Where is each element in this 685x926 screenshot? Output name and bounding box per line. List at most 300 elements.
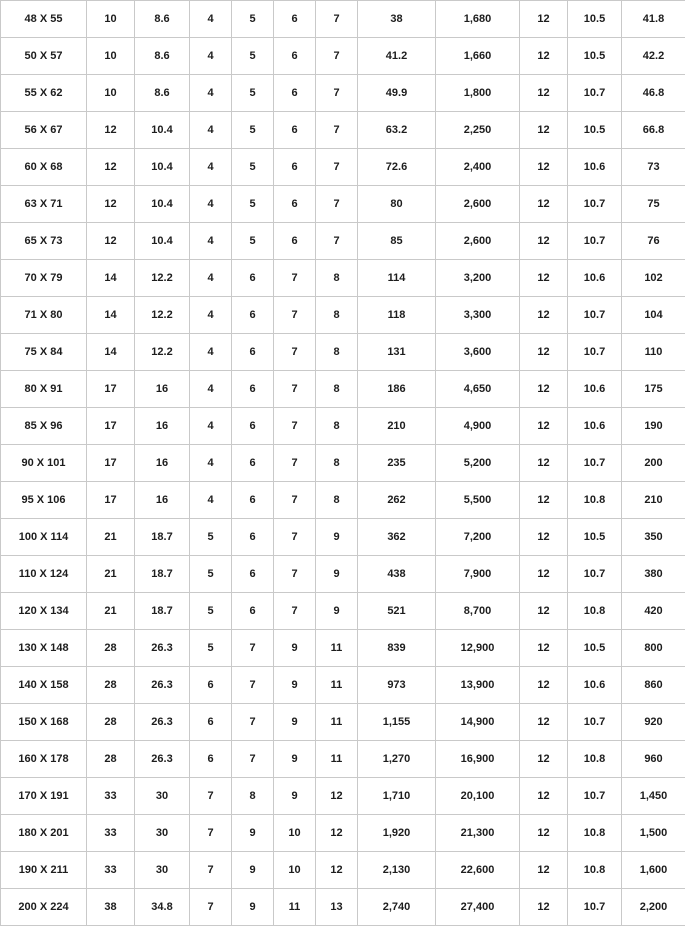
table-cell: 102 [622,260,685,297]
table-cell: 9 [232,815,274,852]
table-cell: 10.8 [568,741,622,778]
table-cell: 839 [358,630,436,667]
table-cell: 26.3 [135,741,190,778]
table-cell: 12 [316,778,358,815]
table-cell: 7 [190,852,232,889]
table-cell: 12.2 [135,334,190,371]
cell-size: 48 X 55 [1,1,87,38]
table-cell: 4 [190,112,232,149]
table-cell: 7 [274,297,316,334]
table-cell: 33 [87,852,135,889]
cell-size: 100 X 114 [1,519,87,556]
table-cell: 7 [316,112,358,149]
cell-size: 71 X 80 [1,297,87,334]
table-cell: 63.2 [358,112,436,149]
table-cell: 5 [190,630,232,667]
table-cell: 10.4 [135,149,190,186]
table-cell: 49.9 [358,75,436,112]
table-cell: 8 [232,778,274,815]
table-cell: 8 [316,297,358,334]
cell-size: 90 X 101 [1,445,87,482]
table-cell: 6 [232,334,274,371]
table-cell: 10.4 [135,112,190,149]
table-cell: 4 [190,371,232,408]
table-cell: 8 [316,260,358,297]
table-row [1,704,685,741]
table-cell: 14,900 [436,704,520,741]
table-cell: 5 [232,149,274,186]
table-row [1,334,685,371]
table-cell: 20,100 [436,778,520,815]
table-cell: 17 [87,408,135,445]
table-cell: 6 [274,38,316,75]
table-row [1,371,685,408]
table-cell: 210 [358,408,436,445]
table-cell: 12 [520,334,568,371]
table-cell: 10.6 [568,371,622,408]
table-row [1,297,685,334]
table-row [1,38,685,75]
cell-size: 60 X 68 [1,149,87,186]
table-cell: 10.7 [568,186,622,223]
table-cell: 6 [274,149,316,186]
table-cell: 7 [232,667,274,704]
table-cell: 6 [274,186,316,223]
table-cell: 12 [520,75,568,112]
table-cell: 6 [274,75,316,112]
table-cell: 11 [274,889,316,926]
table-cell: 12 [520,445,568,482]
table-cell: 960 [622,741,685,778]
table-cell: 5 [232,38,274,75]
table-cell: 30 [135,852,190,889]
table-cell: 73 [622,149,685,186]
table-cell: 1,660 [436,38,520,75]
table-cell: 16,900 [436,741,520,778]
table-cell: 7,900 [436,556,520,593]
table-cell: 6 [190,667,232,704]
table-cell: 12 [520,149,568,186]
table-cell: 11 [316,741,358,778]
table-cell: 10.7 [568,297,622,334]
table-cell: 6 [190,741,232,778]
table-cell: 10.7 [568,75,622,112]
table-cell: 12 [520,260,568,297]
table-cell: 175 [622,371,685,408]
table-cell: 18.7 [135,556,190,593]
table-cell: 12 [520,704,568,741]
table-cell: 10.6 [568,408,622,445]
table-cell: 7,200 [436,519,520,556]
table-cell: 7 [274,556,316,593]
table-cell: 17 [87,371,135,408]
table-cell: 131 [358,334,436,371]
table-cell: 12 [87,186,135,223]
table-cell: 350 [622,519,685,556]
table-cell: 10.8 [568,852,622,889]
table-cell: 10.7 [568,704,622,741]
table-cell: 7 [274,445,316,482]
table-cell: 12 [520,186,568,223]
table-cell: 6 [232,593,274,630]
table-cell: 200 [622,445,685,482]
table-cell: 28 [87,630,135,667]
table-cell: 12 [87,149,135,186]
table-cell: 7 [316,149,358,186]
table-cell: 30 [135,778,190,815]
table-cell: 8,700 [436,593,520,630]
table-cell: 12 [520,297,568,334]
table-cell: 9 [316,519,358,556]
table-cell: 10.7 [568,445,622,482]
table-cell: 12 [520,519,568,556]
table-cell: 6 [274,112,316,149]
table-cell: 4 [190,75,232,112]
table-cell: 4 [190,38,232,75]
table-cell: 10.7 [568,889,622,926]
table-cell: 5 [190,593,232,630]
table-cell: 1,710 [358,778,436,815]
table-cell: 362 [358,519,436,556]
table-cell: 28 [87,741,135,778]
table-cell: 1,920 [358,815,436,852]
table-cell: 7 [274,408,316,445]
cell-size: 56 X 67 [1,112,87,149]
table-cell: 4 [190,186,232,223]
table-cell: 26.3 [135,704,190,741]
table-cell: 10.8 [568,593,622,630]
table-cell: 521 [358,593,436,630]
table-cell: 33 [87,815,135,852]
table-cell: 17 [87,445,135,482]
table-cell: 7 [232,630,274,667]
table-cell: 10.6 [568,149,622,186]
table-cell: 12 [316,852,358,889]
table-cell: 4,650 [436,371,520,408]
cell-size: 110 X 124 [1,556,87,593]
table-cell: 5 [190,556,232,593]
table-cell: 860 [622,667,685,704]
table-row [1,519,685,556]
table-cell: 7 [316,1,358,38]
table-cell: 6 [232,519,274,556]
table-cell: 10 [87,1,135,38]
table-cell: 9 [274,741,316,778]
table-cell: 75 [622,186,685,223]
table-cell: 9 [274,667,316,704]
table-row [1,593,685,630]
table-cell: 1,500 [622,815,685,852]
table-cell: 11 [316,667,358,704]
table-cell: 9 [232,852,274,889]
table-cell: 12 [520,482,568,519]
table-cell: 5 [190,519,232,556]
table-cell: 4 [190,260,232,297]
cell-size: 190 X 211 [1,852,87,889]
table-cell: 9 [274,778,316,815]
table-cell: 12 [520,38,568,75]
table-cell: 10.8 [568,482,622,519]
cell-size: 63 X 71 [1,186,87,223]
table-cell: 4,900 [436,408,520,445]
table-cell: 80 [358,186,436,223]
table-cell: 9 [316,593,358,630]
table-cell: 6 [232,482,274,519]
table-cell: 6 [232,445,274,482]
table-cell: 262 [358,482,436,519]
table-cell: 16 [135,408,190,445]
cell-size: 140 X 158 [1,667,87,704]
table-cell: 110 [622,334,685,371]
table-cell: 12 [520,112,568,149]
table-cell: 33 [87,778,135,815]
table-cell: 7 [232,741,274,778]
table-cell: 13,900 [436,667,520,704]
table-cell: 4 [190,297,232,334]
cell-size: 180 X 201 [1,815,87,852]
table-cell: 4 [190,149,232,186]
table-cell: 380 [622,556,685,593]
table-cell: 12 [520,593,568,630]
table-cell: 6 [232,556,274,593]
table-cell: 16 [135,482,190,519]
table-cell: 7 [316,38,358,75]
table-cell: 12 [520,741,568,778]
table-row [1,112,685,149]
table-cell: 4 [190,482,232,519]
table-cell: 10.4 [135,186,190,223]
table-cell: 21 [87,593,135,630]
cell-size: 160 X 178 [1,741,87,778]
table-cell: 14 [87,334,135,371]
table-cell: 22,600 [436,852,520,889]
table-cell: 10.7 [568,223,622,260]
table-cell: 10.7 [568,556,622,593]
table-cell: 17 [87,482,135,519]
table-cell: 10 [87,38,135,75]
table-cell: 5,200 [436,445,520,482]
table-cell: 41.8 [622,1,685,38]
cell-size: 85 X 96 [1,408,87,445]
table-cell: 1,450 [622,778,685,815]
table-cell: 5 [232,223,274,260]
table-cell: 26.3 [135,667,190,704]
table-cell: 1,600 [622,852,685,889]
table-cell: 1,680 [436,1,520,38]
table-cell: 5 [232,1,274,38]
table-cell: 27,400 [436,889,520,926]
table-row [1,445,685,482]
table-cell: 66.8 [622,112,685,149]
table-cell: 13 [316,889,358,926]
table-row [1,186,685,223]
table-cell: 16 [135,445,190,482]
cell-size: 50 X 57 [1,38,87,75]
table-cell: 46.8 [622,75,685,112]
table-cell: 3,600 [436,334,520,371]
table-cell: 2,200 [622,889,685,926]
table-cell: 8 [316,482,358,519]
table-cell: 7 [274,260,316,297]
table-row [1,260,685,297]
cell-size: 70 X 79 [1,260,87,297]
table-cell: 420 [622,593,685,630]
table-cell: 7 [190,778,232,815]
table-cell: 210 [622,482,685,519]
cell-size: 170 X 191 [1,778,87,815]
table-cell: 76 [622,223,685,260]
table-cell: 10 [274,852,316,889]
table-cell: 7 [274,519,316,556]
table-cell: 18.7 [135,593,190,630]
table-cell: 104 [622,297,685,334]
table-cell: 12 [520,667,568,704]
table-cell: 7 [316,186,358,223]
table-cell: 2,400 [436,149,520,186]
table-cell: 8 [316,445,358,482]
table-row [1,482,685,519]
table-cell: 6 [232,260,274,297]
table-cell: 920 [622,704,685,741]
table-cell: 9 [232,889,274,926]
table-cell: 6 [190,704,232,741]
table-cell: 10.5 [568,519,622,556]
table-cell: 2,250 [436,112,520,149]
table-row [1,667,685,704]
table-cell: 973 [358,667,436,704]
table-cell: 30 [135,815,190,852]
table-cell: 28 [87,667,135,704]
table-cell: 8 [316,371,358,408]
table-cell: 12 [316,815,358,852]
table-cell: 10.5 [568,1,622,38]
table-cell: 12 [520,371,568,408]
table-cell: 8.6 [135,38,190,75]
table-cell: 72.6 [358,149,436,186]
table-cell: 21 [87,519,135,556]
table-cell: 2,600 [436,186,520,223]
table-row [1,630,685,667]
table-cell: 12,900 [436,630,520,667]
table-cell: 10.6 [568,260,622,297]
table-cell: 11 [316,630,358,667]
table-cell: 18.7 [135,519,190,556]
table-cell: 4 [190,1,232,38]
table-cell: 7 [316,75,358,112]
table-cell: 10.5 [568,630,622,667]
table-body [1,1,685,926]
table-cell: 10.5 [568,112,622,149]
table-cell: 12 [520,1,568,38]
table-cell: 12 [520,889,568,926]
cell-size: 150 X 168 [1,704,87,741]
cell-size: 120 X 134 [1,593,87,630]
table-cell: 2,600 [436,223,520,260]
table-cell: 85 [358,223,436,260]
table-cell: 8 [316,334,358,371]
table-cell: 12 [520,223,568,260]
table-cell: 28 [87,704,135,741]
cell-size: 80 X 91 [1,371,87,408]
table-cell: 5,500 [436,482,520,519]
table-cell: 438 [358,556,436,593]
table-cell: 12 [87,112,135,149]
table-cell: 8.6 [135,1,190,38]
cell-size: 95 X 106 [1,482,87,519]
table-cell: 5 [232,75,274,112]
table-row [1,1,685,38]
table-cell: 7 [316,223,358,260]
table-cell: 9 [316,556,358,593]
table-cell: 7 [274,593,316,630]
table-cell: 1,800 [436,75,520,112]
table-cell: 9 [274,630,316,667]
table-cell: 21,300 [436,815,520,852]
table-cell: 10.7 [568,334,622,371]
table-cell: 9 [274,704,316,741]
table-row [1,815,685,852]
table-cell: 4 [190,223,232,260]
table-cell: 7 [274,371,316,408]
table-cell: 235 [358,445,436,482]
table-cell: 5 [232,112,274,149]
table-cell: 3,300 [436,297,520,334]
table-cell: 7 [274,482,316,519]
table-cell: 4 [190,408,232,445]
table-cell: 186 [358,371,436,408]
table-cell: 8.6 [135,75,190,112]
table-cell: 1,270 [358,741,436,778]
table-cell: 6 [232,297,274,334]
table-cell: 6 [274,1,316,38]
table-row [1,556,685,593]
table-cell: 16 [135,371,190,408]
table-cell: 1,155 [358,704,436,741]
table-cell: 7 [190,815,232,852]
table-cell: 42.2 [622,38,685,75]
table-cell: 7 [232,704,274,741]
table-cell: 10 [274,815,316,852]
table-cell: 190 [622,408,685,445]
table-row [1,778,685,815]
table-cell: 12 [520,815,568,852]
table-row [1,408,685,445]
table-cell: 118 [358,297,436,334]
table-cell: 3,200 [436,260,520,297]
table-cell: 12 [520,408,568,445]
table-cell: 8 [316,408,358,445]
table-cell: 38 [87,889,135,926]
table-cell: 6 [232,371,274,408]
table-cell: 10.7 [568,778,622,815]
table-cell: 7 [190,889,232,926]
table-cell: 4 [190,445,232,482]
table-cell: 6 [232,408,274,445]
table-cell: 14 [87,297,135,334]
table-cell: 4 [190,334,232,371]
table-cell: 10.5 [568,38,622,75]
table-cell: 41.2 [358,38,436,75]
table-row [1,741,685,778]
table-cell: 10 [87,75,135,112]
table-cell: 2,740 [358,889,436,926]
cell-size: 200 X 224 [1,889,87,926]
table-cell: 11 [316,704,358,741]
table-cell: 10.4 [135,223,190,260]
cell-size: 75 X 84 [1,334,87,371]
table-cell: 26.3 [135,630,190,667]
cell-size: 55 X 62 [1,75,87,112]
